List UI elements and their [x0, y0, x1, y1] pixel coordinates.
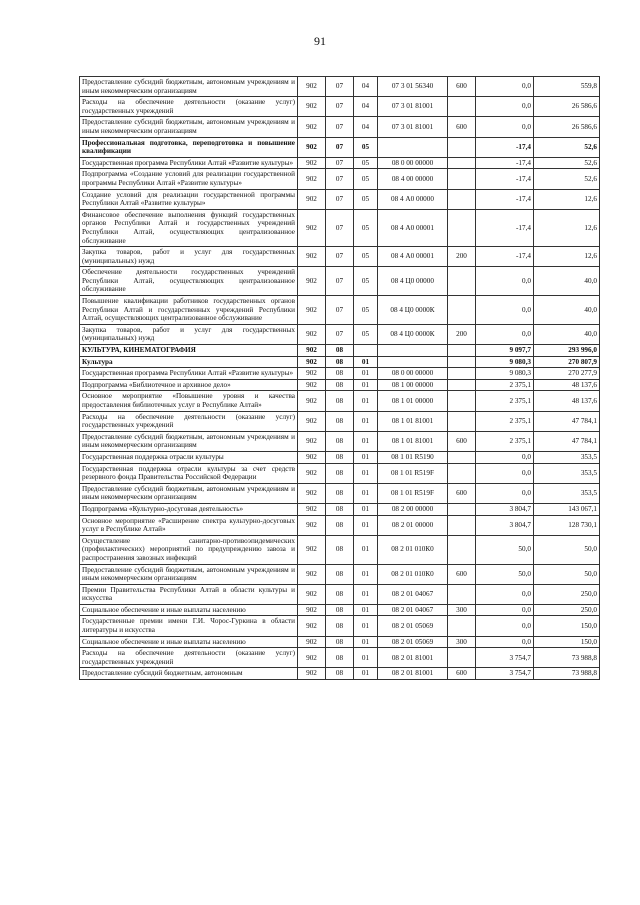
table-row — [80, 411, 600, 431]
section-code: 08 — [326, 451, 354, 463]
subsection-code: 01 — [354, 616, 378, 636]
section-code: 08 — [326, 564, 354, 584]
expense-type-code: 600 — [448, 77, 476, 97]
amount-total: 50,0 — [534, 535, 600, 564]
ministry-code: 902 — [298, 648, 326, 668]
target-article-code: 08 1 01 81001 — [378, 411, 448, 431]
subsection-code: 01 — [354, 431, 378, 451]
expense-type-code — [448, 189, 476, 209]
expense-type-code — [448, 379, 476, 391]
item-name: Закупка товаров, работ и услуг для государственных (муниципальных) нужд — [80, 247, 298, 267]
subsection-code: 01 — [354, 368, 378, 380]
expense-type-code: 200 — [448, 247, 476, 267]
section-code: 07 — [326, 189, 354, 209]
subsection-code: 01 — [354, 379, 378, 391]
table-row — [80, 668, 600, 680]
item-name: Государственные премии имени Г.И. Чорос-Гуркина в области литературы и искусства — [80, 616, 298, 636]
amount-change: -17,4 — [476, 169, 534, 189]
target-article-code: 07 3 01 81001 — [378, 117, 448, 137]
target-article-code: 08 2 01 010К0 — [378, 564, 448, 584]
amount-change: 3 804,7 — [476, 515, 534, 535]
target-article-code: 08 4 Ц0 0000К — [378, 296, 448, 325]
ministry-code: 902 — [298, 345, 326, 357]
item-name: Премии Правительства Республики Алтай в области культуры и искусства — [80, 584, 298, 604]
section-code: 08 — [326, 616, 354, 636]
ministry-code: 902 — [298, 431, 326, 451]
item-name: Социальное обеспечение и иные выплаты населению — [80, 604, 298, 616]
item-name: Подпрограмма «Создание условий для реализации государственной программы Республики Алтай «Развитие культуры» — [80, 169, 298, 189]
subsection-code: 01 — [354, 604, 378, 616]
item-name: Предоставление субсидий бюджетным, автономным учреждениям и иным некоммерческим организациям — [80, 483, 298, 503]
target-article-code — [378, 137, 448, 157]
section-code: 08 — [326, 379, 354, 391]
table-row — [80, 515, 600, 535]
subsection-code: 04 — [354, 117, 378, 137]
item-name: Финансовое обеспечение выполнения функций государственных органов Республики Алтай и государственных учреждений Республики Алтай, осуществляющих централизованное обслуживание — [80, 209, 298, 246]
table-row — [80, 157, 600, 169]
section-code: 08 — [326, 535, 354, 564]
ministry-code: 902 — [298, 411, 326, 431]
amount-total: 12,6 — [534, 189, 600, 209]
budget-table — [79, 76, 600, 680]
amount-change: 3 754,7 — [476, 648, 534, 668]
section-code: 08 — [326, 604, 354, 616]
subsection-code: 04 — [354, 97, 378, 117]
expense-type-code: 300 — [448, 604, 476, 616]
expense-type-code: 600 — [448, 668, 476, 680]
target-article-code: 07 3 01 56340 — [378, 77, 448, 97]
table-row — [80, 483, 600, 503]
amount-total: 40,0 — [534, 267, 600, 296]
table-row — [80, 356, 600, 368]
section-code: 08 — [326, 463, 354, 483]
amount-total: 128 730,1 — [534, 515, 600, 535]
ministry-code: 902 — [298, 379, 326, 391]
ministry-code: 902 — [298, 169, 326, 189]
expense-type-code — [448, 267, 476, 296]
amount-change: -17,4 — [476, 137, 534, 157]
ministry-code: 902 — [298, 515, 326, 535]
table-row — [80, 431, 600, 451]
ministry-code: 902 — [298, 267, 326, 296]
item-name: Предоставление субсидий бюджетным, автономным — [80, 668, 298, 680]
subsection-code: 01 — [354, 636, 378, 648]
ministry-code: 902 — [298, 616, 326, 636]
expense-type-code — [448, 296, 476, 325]
target-article-code: 08 2 01 81001 — [378, 668, 448, 680]
item-name: Основное мероприятие «Повышение уровня и качества предоставления библиотечных услуг в Республике Алтай» — [80, 391, 298, 411]
section-code: 07 — [326, 169, 354, 189]
section-code: 08 — [326, 391, 354, 411]
section-code: 08 — [326, 431, 354, 451]
item-name: Расходы на обеспечение деятельности (оказание услуг) государственных учреждений — [80, 411, 298, 431]
subsection-code: 05 — [354, 169, 378, 189]
amount-change: -17,4 — [476, 189, 534, 209]
expense-type-code — [448, 368, 476, 380]
ministry-code: 902 — [298, 584, 326, 604]
amount-change: 0,0 — [476, 463, 534, 483]
subsection-code: 01 — [354, 483, 378, 503]
table-row — [80, 324, 600, 344]
amount-change: 0,0 — [476, 324, 534, 344]
amount-total: 143 067,1 — [534, 503, 600, 515]
amount-total: 47 784,1 — [534, 411, 600, 431]
item-name: Основное мероприятие «Расширение спектра культурно-досуговых услуг в Республике Алтай» — [80, 515, 298, 535]
amount-change: -17,4 — [476, 209, 534, 246]
item-name: Предоставление субсидий бюджетным, автономным учреждениям и иным некоммерческим организациям — [80, 431, 298, 451]
section-code: 08 — [326, 648, 354, 668]
table-row — [80, 616, 600, 636]
ministry-code: 902 — [298, 324, 326, 344]
amount-total: 40,0 — [534, 324, 600, 344]
ministry-code: 902 — [298, 117, 326, 137]
amount-change: 0,0 — [476, 604, 534, 616]
expense-type-code — [448, 584, 476, 604]
expense-type-code: 600 — [448, 483, 476, 503]
target-article-code: 08 4 Ц0 0000К — [378, 324, 448, 344]
ministry-code: 902 — [298, 668, 326, 680]
ministry-code: 902 — [298, 296, 326, 325]
subsection-code: 01 — [354, 451, 378, 463]
subsection-code: 01 — [354, 463, 378, 483]
target-article-code: 08 4 Ц0 00000 — [378, 267, 448, 296]
target-article-code — [378, 356, 448, 368]
subsection-code: 05 — [354, 324, 378, 344]
amount-total: 150,0 — [534, 616, 600, 636]
ministry-code: 902 — [298, 137, 326, 157]
amount-change: 50,0 — [476, 535, 534, 564]
amount-total: 26 586,6 — [534, 97, 600, 117]
target-article-code: 08 2 01 04067 — [378, 604, 448, 616]
item-name: Государственная программа Республики Алтай «Развитие культуры» — [80, 368, 298, 380]
amount-total: 250,0 — [534, 604, 600, 616]
item-name: Осуществление санитарно-противоэпидемических (профилактических) мероприятий по предупреждению завоза и распространения завозных инфекций — [80, 535, 298, 564]
section-code: 08 — [326, 345, 354, 357]
amount-change: 2 375,1 — [476, 379, 534, 391]
amount-total: 73 988,8 — [534, 668, 600, 680]
subsection-code: 01 — [354, 391, 378, 411]
subsection-code: 05 — [354, 189, 378, 209]
ministry-code: 902 — [298, 368, 326, 380]
subsection-code: 01 — [354, 503, 378, 515]
table-row — [80, 189, 600, 209]
amount-change: 0,0 — [476, 117, 534, 137]
ministry-code: 902 — [298, 209, 326, 246]
subsection-code: 05 — [354, 157, 378, 169]
ministry-code: 902 — [298, 564, 326, 584]
item-name: Повышение квалификации работников государственных органов Республики Алтай и государственных учреждений Республики Алтай, осуществляющих централизованное обслуживание — [80, 296, 298, 325]
amount-change: 2 375,1 — [476, 411, 534, 431]
amount-total: 150,0 — [534, 636, 600, 648]
expense-type-code — [448, 616, 476, 636]
expense-type-code — [448, 345, 476, 357]
item-name: Профессиональная подготовка, переподготовка и повышение квалификации — [80, 137, 298, 157]
section-code: 07 — [326, 209, 354, 246]
table-row — [80, 296, 600, 325]
amount-total: 48 137,6 — [534, 379, 600, 391]
ministry-code: 902 — [298, 503, 326, 515]
ministry-code: 902 — [298, 97, 326, 117]
expense-type-code: 600 — [448, 117, 476, 137]
expense-type-code — [448, 137, 476, 157]
expense-type-code: 200 — [448, 324, 476, 344]
amount-total: 48 137,6 — [534, 391, 600, 411]
subsection-code: 05 — [354, 209, 378, 246]
section-code: 07 — [326, 296, 354, 325]
amount-total: 40,0 — [534, 296, 600, 325]
subsection-code: 05 — [354, 267, 378, 296]
ministry-code: 902 — [298, 356, 326, 368]
section-code: 07 — [326, 157, 354, 169]
section-code: 07 — [326, 97, 354, 117]
target-article-code: 07 3 01 81001 — [378, 97, 448, 117]
table-row — [80, 368, 600, 380]
amount-change: 9 080,3 — [476, 356, 534, 368]
amount-change: 3 804,7 — [476, 503, 534, 515]
item-name: Обеспечение деятельности государственных учреждений Республики Алтай, осуществляющих централизованное обслуживание — [80, 267, 298, 296]
amount-total: 293 996,0 — [534, 345, 600, 357]
table-body — [80, 77, 600, 680]
target-article-code: 08 4 А0 00001 — [378, 247, 448, 267]
subsection-code: 01 — [354, 515, 378, 535]
page-number: 91 — [314, 34, 326, 48]
table-row — [80, 209, 600, 246]
subsection-code: 01 — [354, 668, 378, 680]
target-article-code: 08 2 01 05069 — [378, 636, 448, 648]
table-row — [80, 247, 600, 267]
subsection-code: 05 — [354, 137, 378, 157]
amount-total: 353,5 — [534, 463, 600, 483]
item-name: Предоставление субсидий бюджетным, автономным учреждениям и иным некоммерческим организациям — [80, 117, 298, 137]
table-row — [80, 97, 600, 117]
amount-change: -17,4 — [476, 247, 534, 267]
amount-total: 270 807,9 — [534, 356, 600, 368]
expense-type-code — [448, 209, 476, 246]
expense-type-code: 300 — [448, 636, 476, 648]
table-row — [80, 636, 600, 648]
expense-type-code: 600 — [448, 431, 476, 451]
subsection-code — [354, 345, 378, 357]
item-name: Расходы на обеспечение деятельности (оказание услуг) государственных учреждений — [80, 97, 298, 117]
amount-total: 270 277,9 — [534, 368, 600, 380]
target-article-code: 08 1 01 81001 — [378, 431, 448, 451]
amount-change: 0,0 — [476, 97, 534, 117]
subsection-code: 01 — [354, 411, 378, 431]
target-article-code: 08 2 01 00000 — [378, 515, 448, 535]
ministry-code: 902 — [298, 636, 326, 648]
amount-total: 50,0 — [534, 564, 600, 584]
amount-total: 47 784,1 — [534, 431, 600, 451]
table-row — [80, 77, 600, 97]
table-row — [80, 604, 600, 616]
ministry-code: 902 — [298, 247, 326, 267]
amount-change: 2 375,1 — [476, 391, 534, 411]
target-article-code — [378, 345, 448, 357]
amount-total: 52,6 — [534, 137, 600, 157]
section-code: 08 — [326, 483, 354, 503]
target-article-code: 08 2 00 00000 — [378, 503, 448, 515]
amount-total: 250,0 — [534, 584, 600, 604]
target-article-code: 08 2 01 010К0 — [378, 535, 448, 564]
amount-change: 0,0 — [476, 483, 534, 503]
target-article-code: 08 2 01 05069 — [378, 616, 448, 636]
amount-change: 0,0 — [476, 616, 534, 636]
expense-type-code — [448, 451, 476, 463]
section-code: 07 — [326, 117, 354, 137]
ministry-code: 902 — [298, 463, 326, 483]
table-row — [80, 391, 600, 411]
amount-total: 26 586,6 — [534, 117, 600, 137]
section-code: 07 — [326, 324, 354, 344]
table-row — [80, 137, 600, 157]
amount-total: 12,6 — [534, 247, 600, 267]
table-row — [80, 169, 600, 189]
amount-change: 0,0 — [476, 584, 534, 604]
amount-change: 50,0 — [476, 564, 534, 584]
item-name: Социальное обеспечение и иные выплаты населению — [80, 636, 298, 648]
item-name: Подпрограмма «Культурно-досуговая деятельность» — [80, 503, 298, 515]
target-article-code: 08 4 А0 00001 — [378, 209, 448, 246]
item-name: Предоставление субсидий бюджетным, автономным учреждениям и иным некоммерческим организациям — [80, 77, 298, 97]
amount-change: 9 080,3 — [476, 368, 534, 380]
subsection-code: 05 — [354, 247, 378, 267]
table-row — [80, 503, 600, 515]
subsection-code: 01 — [354, 648, 378, 668]
section-code: 08 — [326, 636, 354, 648]
expense-type-code — [448, 157, 476, 169]
table-row — [80, 535, 600, 564]
target-article-code: 08 1 01 00000 — [378, 391, 448, 411]
ministry-code: 902 — [298, 157, 326, 169]
section-code: 08 — [326, 411, 354, 431]
amount-change: -17,4 — [476, 157, 534, 169]
table-row — [80, 451, 600, 463]
amount-change: 0,0 — [476, 636, 534, 648]
expense-type-code — [448, 97, 476, 117]
amount-total: 52,6 — [534, 169, 600, 189]
target-article-code: 08 1 01 R5190 — [378, 451, 448, 463]
section-code: 07 — [326, 267, 354, 296]
subsection-code: 01 — [354, 535, 378, 564]
subsection-code: 05 — [354, 296, 378, 325]
section-code: 08 — [326, 368, 354, 380]
section-code: 07 — [326, 137, 354, 157]
expense-type-code — [448, 463, 476, 483]
item-name: Государственная программа Республики Алтай «Развитие культуры» — [80, 157, 298, 169]
amount-change: 0,0 — [476, 267, 534, 296]
target-article-code: 08 2 01 04067 — [378, 584, 448, 604]
amount-total: 353,5 — [534, 451, 600, 463]
subsection-code: 01 — [354, 564, 378, 584]
ministry-code: 902 — [298, 535, 326, 564]
table-row — [80, 564, 600, 584]
table-row — [80, 117, 600, 137]
expense-type-code — [448, 535, 476, 564]
table-row — [80, 345, 600, 357]
expense-type-code: 600 — [448, 564, 476, 584]
section-code: 08 — [326, 356, 354, 368]
expense-type-code — [448, 515, 476, 535]
amount-total: 73 988,8 — [534, 648, 600, 668]
ministry-code: 902 — [298, 77, 326, 97]
amount-change: 3 754,7 — [476, 668, 534, 680]
section-code: 08 — [326, 668, 354, 680]
ministry-code: 902 — [298, 391, 326, 411]
amount-change: 9 097,7 — [476, 345, 534, 357]
amount-total: 12,6 — [534, 209, 600, 246]
section-code: 08 — [326, 584, 354, 604]
item-name: Государственная поддержка отрасли культуры — [80, 451, 298, 463]
table-row — [80, 379, 600, 391]
target-article-code: 08 1 01 R519F — [378, 463, 448, 483]
target-article-code: 08 4 00 00000 — [378, 169, 448, 189]
amount-change: 0,0 — [476, 77, 534, 97]
ministry-code: 902 — [298, 483, 326, 503]
target-article-code: 08 0 00 00000 — [378, 368, 448, 380]
amount-change: 2 375,1 — [476, 431, 534, 451]
expense-type-code — [448, 503, 476, 515]
expense-type-code — [448, 356, 476, 368]
amount-total: 559,8 — [534, 77, 600, 97]
item-name: Закупка товаров, работ и услуг для государственных (муниципальных) нужд — [80, 324, 298, 344]
subsection-code: 01 — [354, 584, 378, 604]
table-row — [80, 648, 600, 668]
target-article-code: 08 1 01 R519F — [378, 483, 448, 503]
section-code: 07 — [326, 77, 354, 97]
ministry-code: 902 — [298, 604, 326, 616]
table-row — [80, 584, 600, 604]
item-name: КУЛЬТУРА, КИНЕМАТОГРАФИЯ — [80, 345, 298, 357]
item-name: Государственная поддержка отрасли культуры за счет средств резервного фонда Правительства Российской Федерации — [80, 463, 298, 483]
expense-type-code — [448, 648, 476, 668]
target-article-code: 08 1 00 00000 — [378, 379, 448, 391]
section-code: 08 — [326, 503, 354, 515]
item-name: Предоставление субсидий бюджетным, автономным учреждениям и иным некоммерческим организациям — [80, 564, 298, 584]
table-row — [80, 267, 600, 296]
ministry-code: 902 — [298, 189, 326, 209]
ministry-code: 902 — [298, 451, 326, 463]
target-article-code: 08 2 01 81001 — [378, 648, 448, 668]
amount-total: 353,5 — [534, 483, 600, 503]
item-name: Подпрограмма «Библиотечное и архивное дело» — [80, 379, 298, 391]
amount-total: 52,6 — [534, 157, 600, 169]
amount-change: 0,0 — [476, 296, 534, 325]
subsection-code: 01 — [354, 356, 378, 368]
item-name: Культура — [80, 356, 298, 368]
section-code: 07 — [326, 247, 354, 267]
item-name: Расходы на обеспечение деятельности (оказание услуг) государственных учреждений — [80, 648, 298, 668]
target-article-code: 08 0 00 00000 — [378, 157, 448, 169]
subsection-code: 04 — [354, 77, 378, 97]
expense-type-code — [448, 391, 476, 411]
section-code: 08 — [326, 515, 354, 535]
target-article-code: 08 4 А0 00000 — [378, 189, 448, 209]
item-name: Создание условий для реализации государственной программы Республики Алтай «Развитие культуры» — [80, 189, 298, 209]
amount-change: 0,0 — [476, 451, 534, 463]
table-row — [80, 463, 600, 483]
expense-type-code — [448, 169, 476, 189]
expense-type-code — [448, 411, 476, 431]
